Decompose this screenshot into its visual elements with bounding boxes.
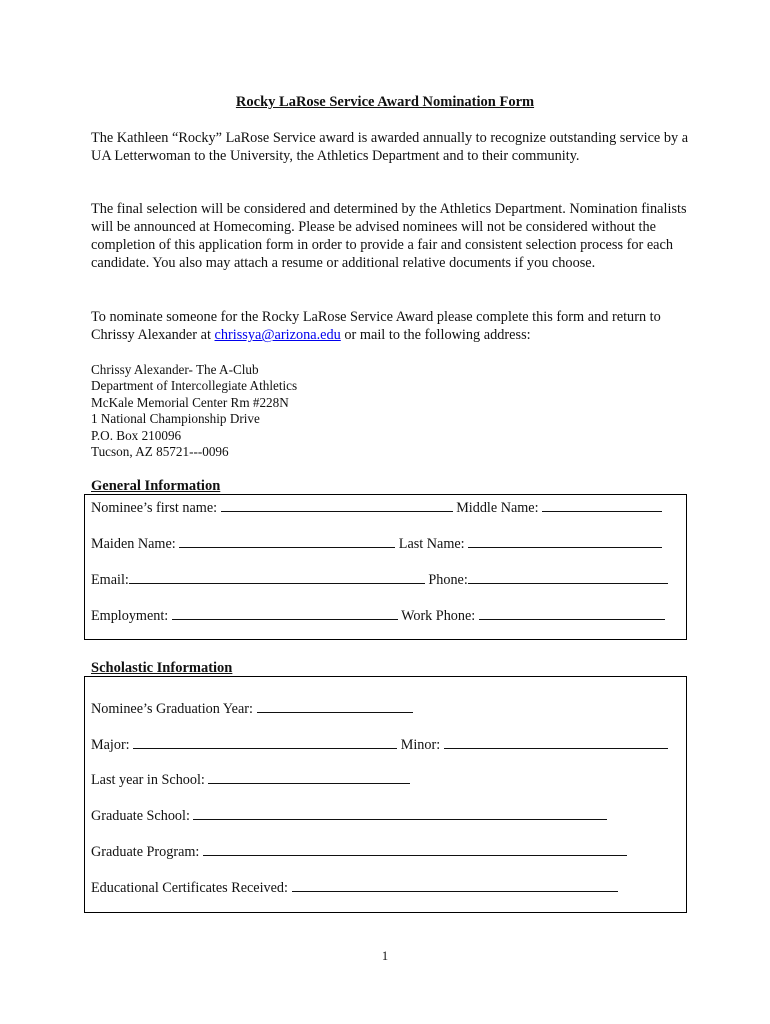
mailing-address [91,362,491,460]
grad-school-label: Graduate School: [91,808,190,824]
maiden-name-field[interactable] [179,534,395,548]
grad-program-field[interactable] [203,842,627,856]
minor-label: Minor: [400,737,441,753]
address-line: McKale Memorial Center Rm #228N [91,394,289,410]
grad-year-field[interactable] [257,699,413,713]
general-info-heading: General Information [91,478,221,494]
form-title: Rocky LaRose Service Award Nomination Form [235,94,535,110]
employment-field[interactable] [172,606,398,620]
minor-field[interactable] [444,735,668,749]
major-label: Major: [91,737,130,753]
grad-program-label: Graduate Program: [91,844,200,860]
intro-paragraph-1: The Kathleen “Rocky” LaRose Service award is awarded annually to recognize outstanding service by a UA Letterwoman to the University, the Athletics Department and to their community. [91,130,689,164]
major-minor-row [91,735,668,754]
email-field[interactable] [129,570,425,584]
last-year-label: Last year in School: [91,772,205,788]
phone-field[interactable] [468,570,668,584]
last-year-field[interactable] [208,770,410,784]
certificates-field[interactable] [292,878,618,892]
address-line: Tucson, AZ 85721---0096 [91,444,229,460]
address-line: P.O. Box 210096 [91,427,182,443]
address-line: Department of Intercollegiate Athletics [91,378,298,394]
employment-row [91,606,665,625]
intro-paragraph-3 [91,308,691,344]
middle-name-field[interactable] [542,498,662,512]
certificates-label: Educational Certificates Received: [91,880,288,896]
first-name-label: Nominee’s first name: [91,500,218,516]
email-label: Email: [91,572,129,588]
first-name-field[interactable] [221,498,453,512]
intro-paragraph-2: The final selection will be considered and determined by the Athletics Department. Nomination finalists will be announced at Homecoming. Please be advised nominees will not be considered without the completion of this application form in order to provide a fair and consistent selection process for each candidate. You also may attach a resume or additional relative documents if you choose. [91,201,687,271]
last-name-label: Last Name: [398,536,465,552]
email-link[interactable]: chrissya@arizona.edu [214,327,341,343]
address-line: Chrissy Alexander- The A-Club [91,362,259,377]
certificates-row [91,878,618,897]
instructions-text-end: or mail to the following address: [340,327,531,343]
grad-program-row [91,842,627,861]
last-year-row [91,770,410,789]
grad-school-field[interactable] [193,806,607,820]
address-line: 1 National Championship Drive [91,411,260,427]
page-number: 1 [381,949,389,963]
maiden-name-label: Maiden Name: [91,536,176,552]
maiden-last-name-row [91,534,662,553]
major-field[interactable] [133,735,397,749]
first-middle-name-row [91,498,662,517]
work-phone-label: Work Phone: [401,608,476,624]
grad-year-row [91,699,413,718]
email-phone-row [91,570,668,589]
phone-label: Phone: [428,572,468,588]
middle-name-label: Middle Name: [456,500,539,516]
employment-label: Employment: [91,608,169,624]
work-phone-field[interactable] [479,606,665,620]
grad-school-row [91,806,607,825]
grad-year-label: Nominee’s Graduation Year: [91,701,253,717]
last-name-field[interactable] [468,534,662,548]
instructions-text: To nominate someone for the Rocky LaRose Service Award please complete this form and return to Chrissy Alexander at [91,309,661,343]
scholastic-info-heading: Scholastic Information [91,660,233,676]
